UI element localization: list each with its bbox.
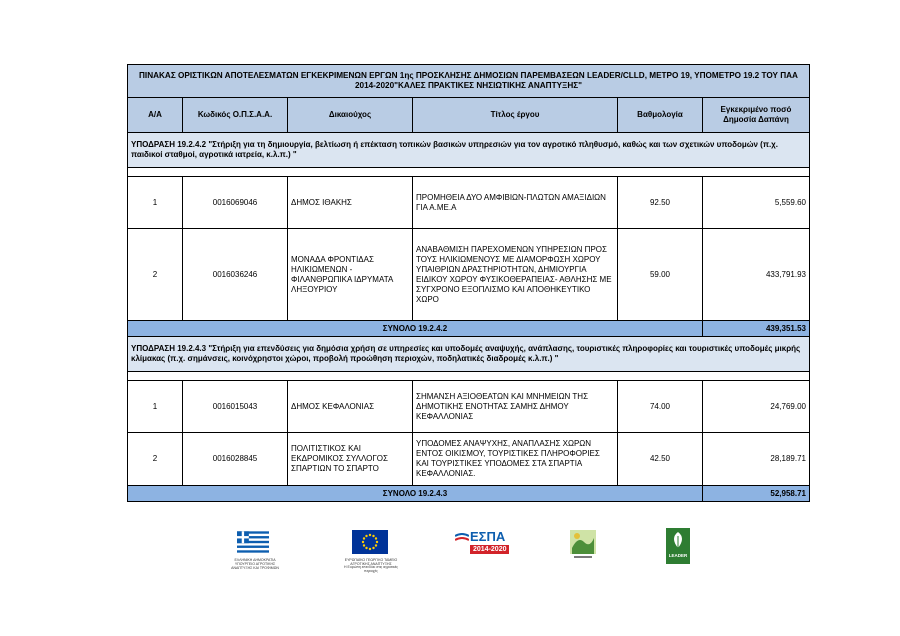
eu-flag-icon bbox=[352, 530, 388, 554]
eu-flag-logo bbox=[352, 530, 388, 559]
cell-aa: 1 bbox=[128, 381, 183, 433]
leader-text: LEADER bbox=[668, 553, 688, 558]
header-row bbox=[128, 98, 810, 133]
col-header-score: Βαθμολογία bbox=[618, 98, 703, 133]
island-emblem-icon bbox=[568, 528, 598, 562]
table-title: ΠΙΝΑΚΑΣ ΟΡΙΣΤΙΚΩΝ ΑΠΟΤΕΛΕΣΜΑΤΩΝ ΕΓΚΕΚΡΙΜΕΝΩΝ ΕΡΓΩΝ 1ης ΠΡΟΣΚΛΗΣΗΣ ΔΗΜΟΣΙΩΝ ΠΑΡΕΜΒΑΣΕΩΝ LEADER/CLLD, ΜΕΤΡΟ 19, ΥΠΟΜΕΤΡΟ 19.2 ΤΟΥ ΠΑΑ 2014-2020"ΚΑΛΕΣ ΠΡΑΚΤΙΚΕΣ ΝΗΣΙΩΤΙΚΗΣ ΑΝΑΠΤΥΞΗΣ" bbox=[128, 65, 810, 98]
total-row bbox=[128, 321, 810, 337]
cell-amount: 5,559.60 bbox=[703, 177, 810, 229]
cell-project: ΑΝΑΒΑΘΜΙΣΗ ΠΑΡΕΧΟΜΕΝΩΝ ΥΠΗΡΕΣΙΩΝ ΠΡΟΣ ΤΟΥΣ ΗΛΙΚΙΩΜΕΝΟΥΣ ΜΕ ΔΙΑΜΟΡΦΩΣΗ ΧΩΡΟΥ ΥΠΑΙΘΡΙΩΝ ΔΡΑΣΤΗΡΙΟΤΗΤΩΝ, ΔΗΜΙΟΥΡΓΙΑ ΕΙΔΙΚΟΥ ΧΩΡΟΥ ΦΥΣΙΚΟΘΕΡΑΠΕΙΑΣ- ΑΘΛΗΣΗΣ ΜΕ ΣΥΓΧΡΟΝΟ ΕΞΟΠΛΙΣΜΟ ΚΑΙ ΑΠΟΘΗΚΕΥΤΙΚΟ ΧΩΡΟ bbox=[413, 229, 618, 321]
logos-strip bbox=[0, 528, 900, 578]
espa-years: 2014-2020 bbox=[470, 545, 509, 554]
section-heading: ΥΠΟΔΡΑΣΗ 19.2.4.3 "Στήριξη για επενδύσεις για δημόσια χρήση σε υπηρεσίες και υποδομές αναψυχής, ανάπλασης, τουριστικές πληροφορίες και τουριστικές υποδομές μικρής κλίμακας (π.χ. σημάνσεις, κοινόχρηστοι χώροι, προβολή προώθηση περιοχών, ποδηλατικές διαδρομές κ.λ.π.) " bbox=[128, 337, 810, 372]
cell-amount: 24,769.00 bbox=[703, 381, 810, 433]
cell-code: 0016069046 bbox=[183, 177, 288, 229]
cell-project: ΠΡΟΜΗΘΕΙΑ ΔΥΟ ΑΜΦΙΒΙΩΝ-ΠΛΩΤΩΝ ΑΜΑΞΙΔΙΩΝ ΓΙΑ Α.ΜΕ.Α bbox=[413, 177, 618, 229]
cell-score: 74.00 bbox=[618, 381, 703, 433]
cell-beneficiary: ΔΗΜΟΣ ΙΘΑΚΗΣ bbox=[288, 177, 413, 229]
table-row bbox=[128, 381, 810, 433]
cell-aa: 2 bbox=[128, 229, 183, 321]
total-row bbox=[128, 486, 810, 502]
total-amount: 52,958.71 bbox=[703, 486, 810, 502]
espa-text: ΕΣΠΑ bbox=[470, 529, 506, 544]
cell-code: 0016015043 bbox=[183, 381, 288, 433]
col-header-beneficiary: Δικαιούχος bbox=[288, 98, 413, 133]
cell-beneficiary: ΔΗΜΟΣ ΚΕΦΑΛΟΝΙΑΣ bbox=[288, 381, 413, 433]
col-header-aa: Α/Α bbox=[128, 98, 183, 133]
table-row bbox=[128, 177, 810, 229]
total-amount: 439,351.53 bbox=[703, 321, 810, 337]
espa-logo bbox=[455, 530, 515, 560]
total-label: ΣΥΝΟΛΟ 19.2.4.3 bbox=[128, 486, 703, 502]
col-header-amount: Εγκεκριμένο ποσό Δημοσία Δαπάνη bbox=[703, 98, 810, 133]
table-row bbox=[128, 433, 810, 486]
col-header-code: Κωδικός Ο.Π.Σ.Α.Α. bbox=[183, 98, 288, 133]
cell-beneficiary: ΠΟΛΙΤΙΣΤΙΚΟΣ ΚΑΙ ΕΚΔΡΟΜΙΚΟΣ ΣΥΛΛΟΓΟΣ ΣΠΑΡΤΙΩΝ ΤΟ ΣΠΑΡΤΟ bbox=[288, 433, 413, 486]
cell-code: 0016036246 bbox=[183, 229, 288, 321]
eu-caption: ΕΥΡΩΠΑΪΚΟ ΓΕΩΡΓΙΚΟ ΤΑΜΕΙΟ ΑΓΡΟΤΙΚΗΣ ΑΝΑΠΤΥΞΗΣ bbox=[344, 558, 398, 566]
regional-logo bbox=[568, 528, 598, 567]
section-heading: ΥΠΟΔΡΑΣΗ 19.2.4.2 "Στήριξη για τη δημιουργία, βελτίωση ή επέκταση τοπικών βασικών υπηρεσιών για τον αγροτικό πληθυσμό, καθώς και των σχετικών υποδομών (π.χ. παιδικοί σταθμοί, αγροτικά ιατρεία, κ.λ.π.) " bbox=[128, 133, 810, 168]
leader-logo bbox=[666, 528, 690, 569]
cell-aa: 2 bbox=[128, 433, 183, 486]
col-header-project: Τίτλος έργου bbox=[413, 98, 618, 133]
results-table bbox=[127, 64, 810, 502]
results-sheet bbox=[127, 64, 809, 502]
cell-project: ΥΠΟΔΟΜΕΣ ΑΝΑΨΥΧΗΣ, ΑΝΑΠΛΑΣΗΣ ΧΩΡΩΝ ΕΝΤΟΣ ΟΙΚΙΣΜΟΥ, ΤΟΥΡΙΣΤΙΚΕΣ ΠΛΗΡΟΦΟΡΙΕΣ ΚΑΙ ΤΟΥΡΙΣΤΙΚΕΣ ΥΠΟΔΟΜΕΣ ΣΤΑ ΣΠΑΡΤΙΑ ΚΕΦΑΛΛΟΝΙΑΣ. bbox=[413, 433, 618, 486]
leader-leaf-icon bbox=[666, 528, 690, 564]
cell-amount: 433,791.93 bbox=[703, 229, 810, 321]
greece-caption: ΕΛΛΗΝΙΚΗ ΔΗΜΟΚΡΑΤΙΑ ΥΠΟΥΡΓΕΙΟ ΑΓΡΟΤΙΚΗΣ ΑΝΑΠΤΥΞΗΣ ΚΑΙ ΤΡΟΦΙΜΩΝ bbox=[231, 558, 279, 570]
greek-flag-icon bbox=[237, 530, 269, 554]
table-row bbox=[128, 229, 810, 321]
cell-aa: 1 bbox=[128, 177, 183, 229]
cell-beneficiary: ΜΟΝΑΔΑ ΦΡΟΝΤΙΔΑΣ ΗΛΙΚΙΩΜΕΝΩΝ - ΦΙΛΑΝΘΡΩΠΙΚΑ ΙΔΡΥΜΑΤΑ ΛΗΞΟΥΡΙΟΥ bbox=[288, 229, 413, 321]
cell-amount: 28,189.71 bbox=[703, 433, 810, 486]
cell-score: 59.00 bbox=[618, 229, 703, 321]
cell-project: ΣΗΜΑΝΣΗ ΑΞΙΟΘΕΑΤΩΝ ΚΑΙ ΜΝΗΜΕΙΩΝ ΤΗΣ ΔΗΜΟΤΙΚΗΣ ΕΝΟΤΗΤΑΣ ΣΑΜΗΣ ΔΗΜΟΥ ΚΕΦΑΛΛΟΝΙΑΣ bbox=[413, 381, 618, 433]
cell-score: 92.50 bbox=[618, 177, 703, 229]
cell-code: 0016028845 bbox=[183, 433, 288, 486]
eu-subcaption: Η Ευρώπη επενδύει στις αγροτικές περιοχές bbox=[343, 565, 398, 573]
greek-flag-logo bbox=[237, 530, 269, 559]
espa-wave-icon bbox=[455, 532, 469, 544]
cell-score: 42.50 bbox=[618, 433, 703, 486]
total-label: ΣΥΝΟΛΟ 19.2.4.2 bbox=[128, 321, 703, 337]
